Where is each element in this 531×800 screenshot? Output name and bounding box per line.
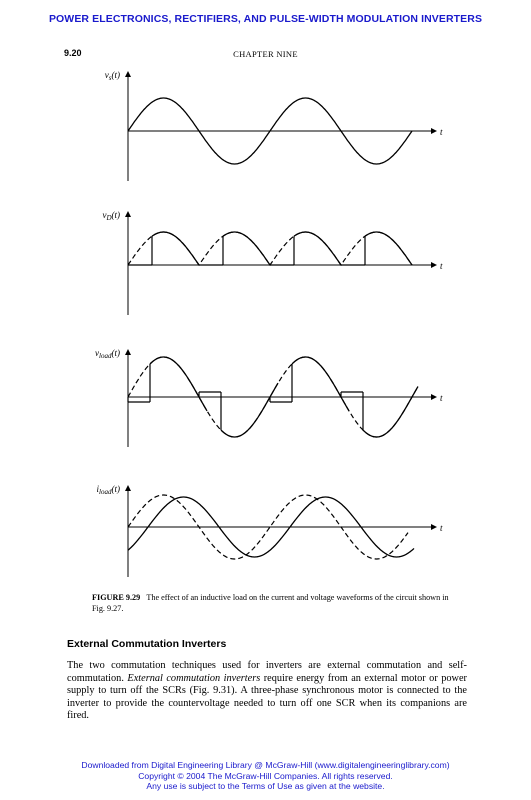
footer-terms[interactable]: Any use is subject to the Terms of Use as given at the website. [146, 781, 385, 791]
conduction-wave [365, 232, 412, 265]
paragraph-italic-term: External commutation inverters [127, 672, 261, 684]
footer [0, 760, 531, 792]
conduction-wave [152, 232, 199, 265]
section-heading: External Commutation Inverters [67, 638, 227, 650]
figure-caption-label: FIGURE 9.29 [92, 593, 141, 602]
paragraph-part-1: The two commutation techniques used for inverters are external commutation and self-commutation. [67, 660, 467, 684]
rectified-envelope [128, 232, 412, 265]
body-paragraph [67, 660, 467, 723]
load-voltage-wave [292, 357, 349, 411]
page-number: 9.20 [64, 48, 82, 58]
figure-caption-text: The effect of an inductive load on the current and voltage waveforms of the circuit shown in Fig. 9.27. [92, 593, 449, 613]
x-axis-label: t [440, 127, 443, 137]
x-axis-label: t [440, 261, 443, 271]
x-axis-label: t [440, 523, 443, 533]
load-voltage-wave [363, 387, 418, 438]
footer-link-line[interactable]: Downloaded from Digital Engineering Library @ McGraw-Hill (www.digitalengineeringlibrary.com) [81, 760, 450, 770]
footer-copyright: Copyright © 2004 The McGraw-Hill Companies. All rights reserved. [138, 770, 393, 781]
y-axis-label: $v_s(t)$ [104, 70, 120, 82]
y-axis-label: $v_D(t)$ [102, 210, 120, 222]
running-head: POWER ELECTRONICS, RECTIFIERS, AND PULSE-WIDTH MODULATION INVERTERS [48, 13, 483, 25]
chapter-title: CHAPTER NINE [233, 49, 298, 59]
y-axis-label: $v_{load}(t)$ [95, 348, 120, 360]
conduction-wave [294, 232, 341, 265]
conduction-wave [223, 232, 270, 265]
load-voltage-wave [221, 383, 278, 437]
load-voltage-wave [150, 357, 207, 411]
x-axis-label: t [440, 393, 443, 403]
y-axis-label: $i_{load}(t)$ [96, 484, 120, 496]
figure-caption [92, 592, 454, 614]
paragraph-part-2: require energy from an external motor or power supply to turn off the SCRs (Fig. 9.31). A three-phase synchronous motor is connected to the inverter to provide the countervoltage needed to turn off one SCR when its companions are fired. [67, 672, 467, 722]
